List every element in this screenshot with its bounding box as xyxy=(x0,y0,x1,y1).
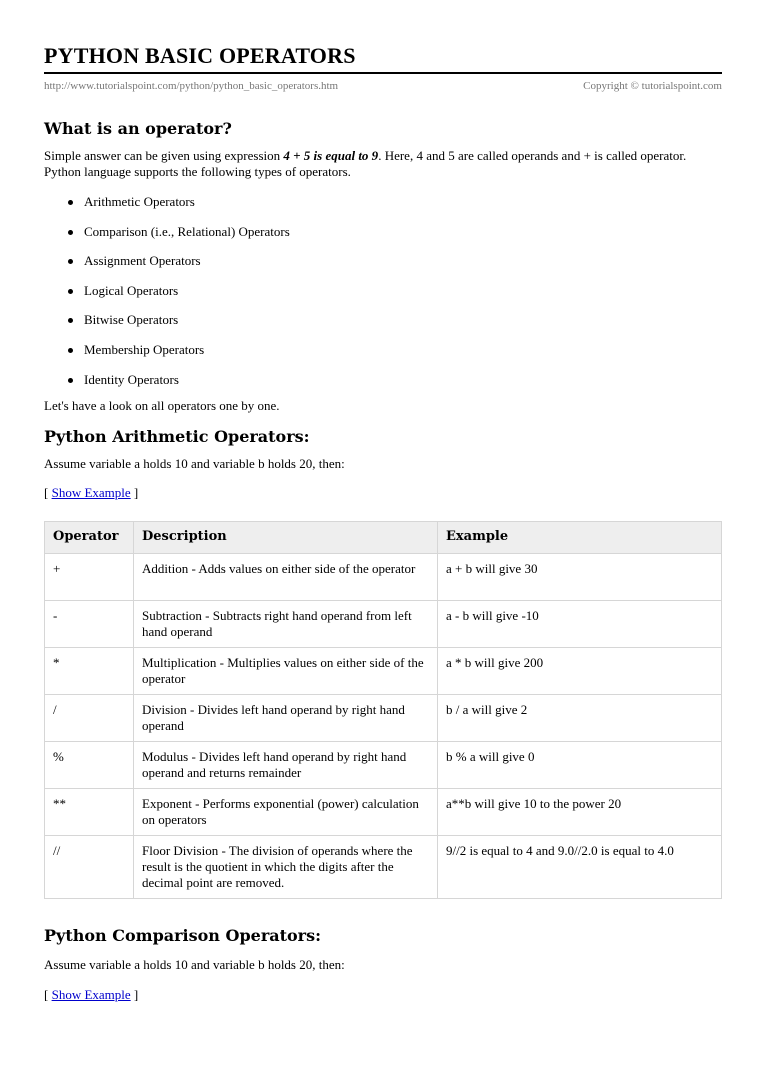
bullet-icon xyxy=(68,318,73,323)
bracket-open: [ xyxy=(44,485,52,501)
cell-example: a + b will give 30 xyxy=(438,554,722,601)
list-item-label: Logical Operators xyxy=(84,282,179,298)
cell-description: Multiplication - Multiplies values on either side of the operator xyxy=(134,648,438,695)
table-row xyxy=(45,648,722,695)
cell-operator: / xyxy=(45,695,134,742)
page-meta xyxy=(44,80,722,92)
table-row xyxy=(45,789,722,836)
list-item xyxy=(44,342,722,358)
table-row xyxy=(45,742,722,789)
list-item-label: Comparison (i.e., Relational) Operators xyxy=(84,223,290,239)
bullet-icon xyxy=(68,289,73,294)
source-url-link[interactable]: http://www.tutorialspoint.com/python/python_basic_operators.htm xyxy=(44,80,339,92)
cell-example: a**b will give 10 to the power 20 xyxy=(438,789,722,836)
bracket-close: ] xyxy=(130,987,139,1003)
table-row xyxy=(45,695,722,742)
bullet-icon xyxy=(68,259,73,264)
comparison-show-example xyxy=(44,987,722,1003)
cell-example: a * b will give 200 xyxy=(438,648,722,695)
cell-description: Addition - Adds values on either side of the operator xyxy=(134,554,438,601)
list-item-label: Membership Operators xyxy=(84,341,205,357)
heading-what-is-operator: What is an operator? xyxy=(44,119,232,138)
intro-text-after: . Here, 4 and 5 are called operands and + is called operator. Python language supports the following types of operators. xyxy=(44,148,687,179)
intro-paragraph xyxy=(44,148,722,180)
show-example-link[interactable]: Show Example xyxy=(51,485,131,501)
list-item-label: Bitwise Operators xyxy=(84,312,179,328)
cell-description: Subtraction - Subtracts right hand operand from left hand operand xyxy=(134,601,438,648)
cell-example: b % a will give 0 xyxy=(438,742,722,789)
table-header-row xyxy=(45,522,722,554)
list-item xyxy=(44,372,722,388)
list-item-label: Identity Operators xyxy=(84,371,179,387)
cell-operator: - xyxy=(45,601,134,648)
list-item xyxy=(44,312,722,328)
cell-description: Division - Divides left hand operand by right hand operand xyxy=(134,695,438,742)
cell-operator: ** xyxy=(45,789,134,836)
cell-example: b / a will give 2 xyxy=(438,695,722,742)
table-row xyxy=(45,601,722,648)
arithmetic-assume-text: Assume variable a holds 10 and variable b holds 20, then: xyxy=(44,456,345,472)
copyright-text: Copyright © tutorialspoint.com xyxy=(583,80,722,92)
cell-description: Floor Division - The division of operands where the result is the quotient in which the digits after the decimal point are removed. xyxy=(134,836,438,899)
cell-operator: * xyxy=(45,648,134,695)
list-item-label: Assignment Operators xyxy=(84,253,201,269)
cell-operator: // xyxy=(45,836,134,899)
list-item xyxy=(44,253,722,269)
list-item xyxy=(44,283,722,299)
cell-description: Modulus - Divides left hand operand by right hand operand and returns remainder xyxy=(134,742,438,789)
outro-paragraph: Let's have a look on all operators one by one. xyxy=(44,398,280,414)
cell-example: 9//2 is equal to 4 and 9.0//2.0 is equal to 4.0 xyxy=(438,836,722,899)
cell-operator: % xyxy=(45,742,134,789)
cell-example: a - b will give -10 xyxy=(438,601,722,648)
heading-comparison-operators: Python Comparison Operators: xyxy=(44,926,322,946)
bullet-icon xyxy=(68,230,73,235)
column-header-operator: Operator xyxy=(45,522,134,554)
document-page xyxy=(44,42,722,1003)
list-item-label: Arithmetic Operators xyxy=(84,194,195,209)
column-header-example: Example xyxy=(438,522,722,554)
bullet-icon xyxy=(68,378,73,383)
column-header-description: Description xyxy=(134,522,438,554)
operator-types-list xyxy=(44,194,722,388)
bracket-close: ] xyxy=(130,485,139,501)
bullet-icon xyxy=(68,348,73,353)
arithmetic-operators-table xyxy=(44,521,722,899)
show-example-link[interactable]: Show Example xyxy=(51,987,131,1003)
cell-description: Exponent - Performs exponential (power) calculation on operators xyxy=(134,789,438,836)
table-row xyxy=(45,554,722,601)
heading-arithmetic-operators: Python Arithmetic Operators: xyxy=(44,427,310,447)
bracket-open: [ xyxy=(44,987,52,1003)
arithmetic-show-example xyxy=(44,485,722,501)
table-row xyxy=(45,836,722,899)
list-item xyxy=(44,194,722,210)
intro-text-before: Simple answer can be given using expression xyxy=(44,148,284,163)
comparison-assume-text: Assume variable a holds 10 and variable b holds 20, then: xyxy=(44,957,345,973)
cell-operator: + xyxy=(45,554,134,601)
list-item xyxy=(44,224,722,240)
page-title: PYTHON BASIC OPERATORS xyxy=(44,42,722,74)
intro-expression: 4 + 5 is equal to 9 xyxy=(283,148,379,163)
bullet-icon xyxy=(68,200,73,205)
